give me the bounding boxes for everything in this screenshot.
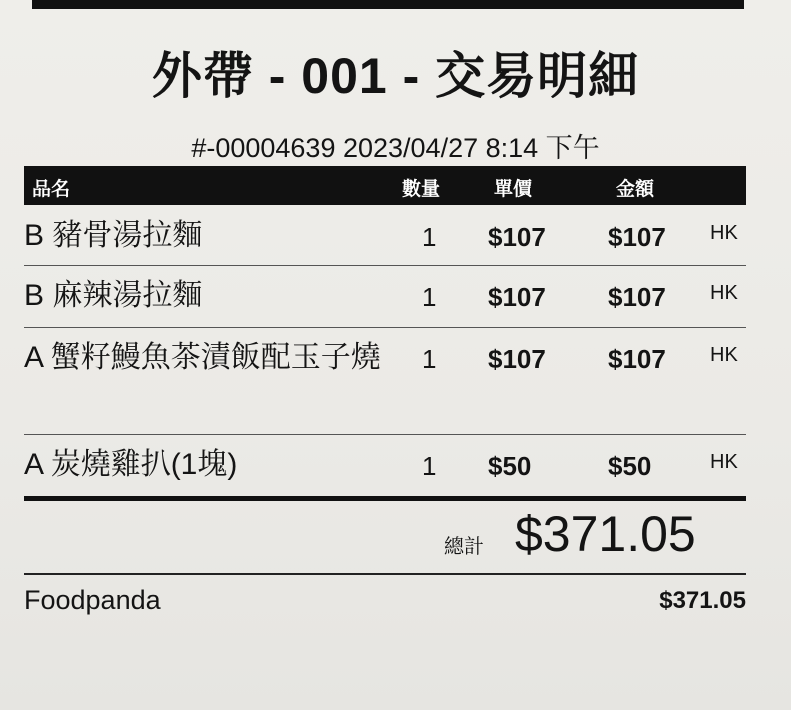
- item-price: $107: [488, 282, 546, 312]
- item-name: B 麻辣湯拉麵: [24, 279, 203, 312]
- top-rule: [32, 0, 744, 9]
- item-price: $107: [488, 344, 546, 374]
- payment-amount: $371.05: [659, 587, 746, 614]
- item-amount: $107: [608, 282, 666, 312]
- item-row: [24, 214, 746, 264]
- row-divider: [24, 265, 746, 266]
- item-currency: HK: [710, 282, 738, 304]
- total-value: $371.05: [515, 506, 696, 562]
- item-price: $50: [488, 451, 532, 481]
- item-qty: 1: [422, 282, 437, 312]
- item-currency: HK: [710, 451, 738, 473]
- item-currency: HK: [710, 344, 738, 366]
- item-amount: $107: [608, 344, 666, 374]
- receipt-subtitle: #-00004639 2023/04/27 8:14 下午: [191, 133, 600, 163]
- item-name: B 豬骨湯拉麵: [24, 219, 203, 252]
- item-qty: 1: [422, 344, 437, 374]
- item-row: [24, 336, 746, 432]
- item-qty: 1: [422, 451, 437, 481]
- item-price: $107: [488, 222, 546, 252]
- item-qty: 1: [422, 222, 437, 252]
- item-amount: $50: [608, 451, 652, 481]
- total-divider: [24, 573, 746, 575]
- col-amount-header: 金額: [616, 179, 655, 200]
- item-amount: $107: [608, 222, 666, 252]
- col-name-header: 品名: [32, 179, 71, 200]
- item-name: A 炭燒雞扒(1塊): [24, 448, 238, 481]
- row-divider: [24, 434, 746, 435]
- item-currency: HK: [710, 222, 738, 244]
- row-divider: [24, 327, 746, 328]
- item-row: [24, 274, 746, 324]
- payment-method: Foodpanda: [24, 585, 161, 615]
- col-qty-header: 數量: [402, 179, 441, 200]
- item-row: [24, 443, 746, 493]
- column-header-bar: [24, 166, 746, 205]
- total-label: 總計: [444, 536, 484, 558]
- items-end-rule: [24, 496, 746, 501]
- receipt-title: 外帶 - 001 - 交易明細: [151, 48, 640, 104]
- item-name: A 蟹籽鰻魚茶漬飯配玉子燒: [24, 341, 381, 374]
- col-price-header: 單價: [494, 179, 533, 200]
